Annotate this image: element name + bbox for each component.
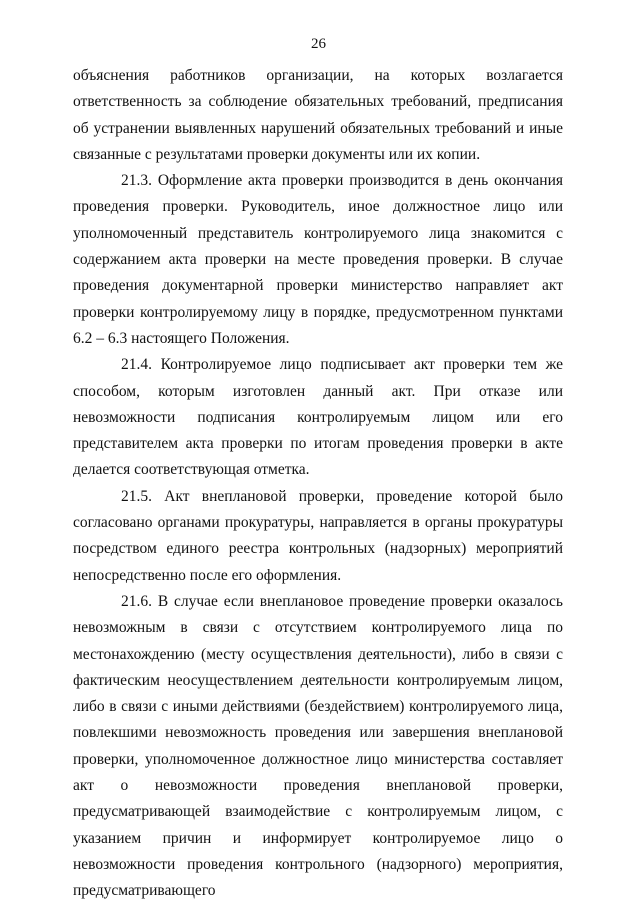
document-body (73, 63, 563, 905)
paragraph-21-5: 21.5. Акт внеплановой проверки, проведение которой было согласовано органами прокуратуры, направляется в органы прокуратуры посредством единого реестра контрольных (надзорных) мероприятий непосредственно после его оформления. (73, 487, 563, 584)
paragraph-21-3: 21.3. Оформление акта проверки производится в день окончания проведения проверки. Руководитель, иное должностное лицо или уполномоченный представитель контролируемого лица знакомится с содержанием акта проверки на месте проведения проверки. В случае проведения документарной проверки министерство направляет акт проверки контролируемому лицу в порядке, предусмотренном пунктами 6.2 – 6.3 настоящего Положения. (73, 172, 563, 347)
page-number: 26 (311, 36, 326, 52)
paragraph-21-6: 21.6. В случае если внеплановое проведение проверки оказалось невозможным в связи с отсутствием контролируемого лица по местонахождению (месту осуществления деятельности), либо в связи с фактическим неосуществлением деятельности контролируемым лицом, либо в связи с иными действиями (бездействием) контролируемого лица, повлекшими невозможность проведения или завершения внеплановой проверки, уполномоченное должностное лицо министерства составляет акт о невозможности проведения внеплановой проверки, предусматривающей взаимодействие с контролируемым лицом, с указанием причин и информирует контролируемое лицо о невозможности проведения контрольного (надзорного) мероприятия, предусматривающего (73, 592, 563, 900)
paragraph-21-4: 21.4. Контролируемое лицо подписывает акт проверки тем же способом, которым изготовлен данный акт. При отказе или невозможности подписания контролируемым лицом или его представителем акта проверки по итогам проведения проверки в акте делается соответствующая отметка. (73, 356, 563, 479)
paragraph-continuation: объяснения работников организации, на которых возлагается ответственность за соблюдение обязательных требований, предписания об устранении выявленных нарушений обязательных требований и иные связанные с результатами проверки документы или их копии. (73, 67, 563, 163)
